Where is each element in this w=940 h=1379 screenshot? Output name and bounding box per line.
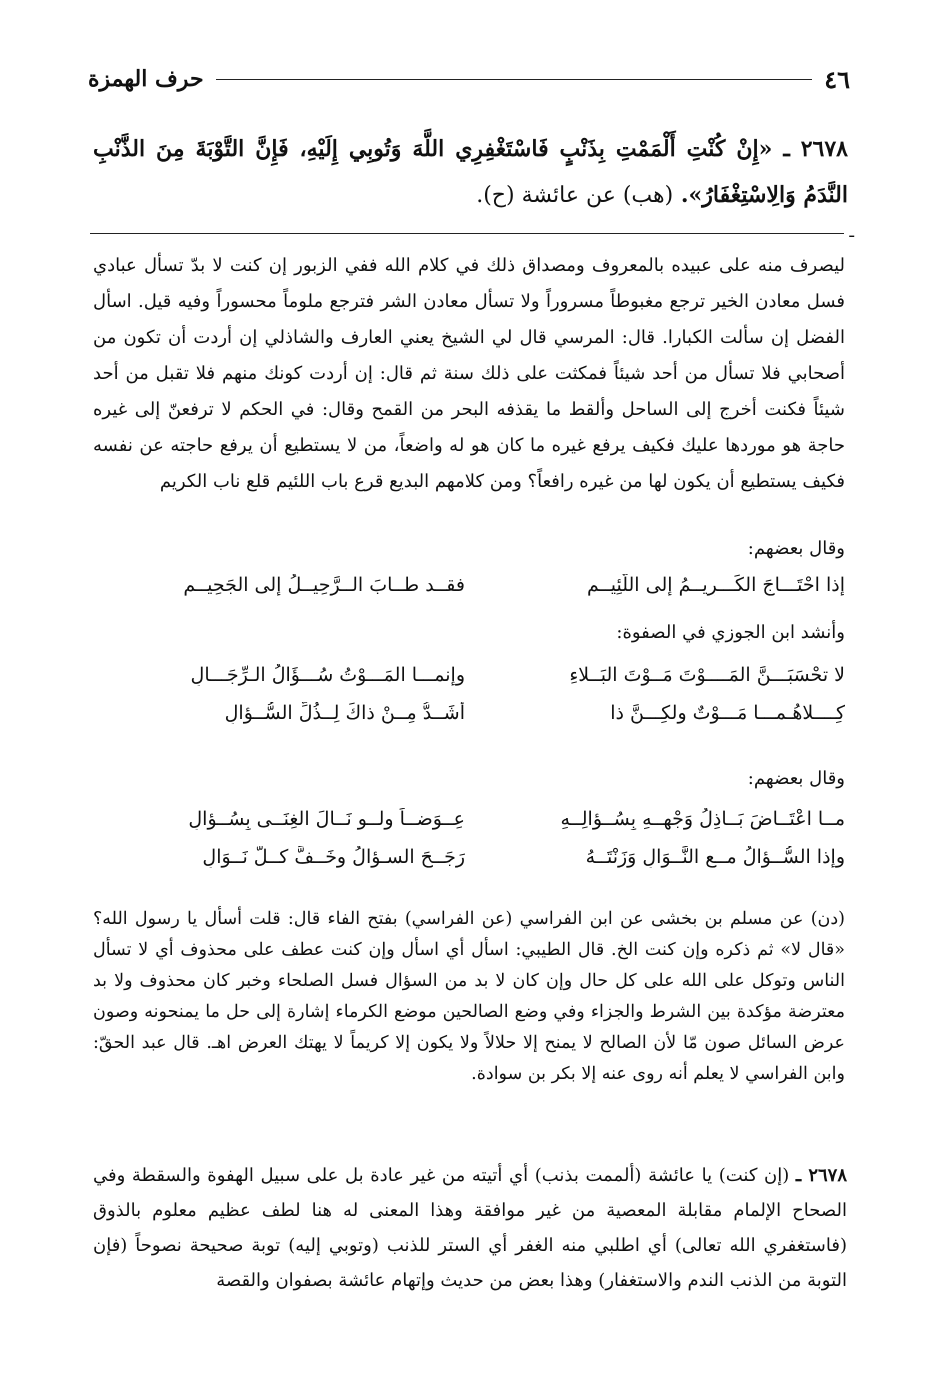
header-rule — [216, 79, 813, 80]
explanation-paragraph — [93, 1158, 847, 1298]
poem2-verse — [145, 656, 845, 694]
explanation-text: (إن كنت) يا عائشة (ألممت بذنب) أي أتيته من غير عادة بل على سبيل الهفوة والسقطة وفي الصحاح الإلمام مقابلة المعصية من غير موافقة وهذا المعنى له هنا لطف عظيم معلوم بالذوق (فاستغفري الله تعالى) أي اطلبي منه الغفر أي الستر للذنب (وتوبي إليه) توبة صحيحة نصوحاً (فإن التوبة من الذنب الندم والاستغفار) وهذا بعض من حديث وإتهام عائشة بصفوان والقصة — [93, 1165, 847, 1291]
poem3-intro: وقال بعضهم: — [747, 768, 845, 789]
verse-second-hemistich: رَجَــحَ السـؤالُ وخَــفَّ كــلُّ نَــوَالِ — [202, 846, 465, 868]
verse-second-hemistich: وإنمـــا المَـــوْتُ سُـــؤَالُ الـرِّجَـــالِ — [190, 664, 465, 686]
poem1-intro: وقال بعضهم: — [747, 538, 845, 559]
hadith-number: ٢٦٧٨ ـ — [783, 136, 848, 162]
hadith-source: (هب) عن عائشة (ح). — [476, 183, 674, 208]
poem2-verse — [145, 694, 845, 732]
verse-second-hemistich: عِــوَضــاً ولــو نَــالَ الغِنَــى بِسُــؤالِ — [188, 808, 465, 830]
verse-first-hemistich: وإذا السُّــؤالُ مــع النَّــوَالِ وَزَنْتَــهُ — [585, 846, 845, 868]
page-header — [88, 62, 850, 96]
footnote-paragraph: (دن) عن مسلم بن بخشى عن ابن الفراسي (عن الفراسي) بفتح الفاء قال: قلت أسأل يا رسول الله؟ «قال لا» ثم ذكره وإن كنت الخ. قال الطيبي: اسأل أي اسأل وإن كنت عطف على محذوف أي لا تسأل الناس وتوكل على الله على كل حال وإن كان لا بد من السؤال فسل الصلحاء وخبر كان محذوف ولا بد معترضة مؤكدة بين الشرط والجزاء وفي وضع الصالحين موضع الكرماء إشارة إلى حل ما يمنحونه وصون عرض السائل صون مّا لأن الصالح لا يمنح إلا حلالاً ولا يكون إلا كريماً لا يهتك العرض اهـ. قال عبد الحقّ: وابن الفراسي لا يعلم أنه روى عنه إلا بكر بن سوادة. — [93, 909, 845, 1084]
verse-first-hemistich: إذا احْتَـــاجَ الكَـــرِيــمُ إلى اللَّئِيــمِ — [586, 574, 845, 596]
verse-second-hemistich: أشَــدُّ مِــنْ ذاكَ لِــذُلِّ السُّــؤالِ — [224, 702, 465, 724]
separator-mark: ـ — [849, 222, 854, 241]
poem3 — [145, 800, 845, 876]
hadith-text: «إِنْ كُنْتِ أَلْمَمْتِ بِذَنْبٍ فَاسْتَغْفِرِي اللَّهَ وَتُوبِي إِلَيْهِ، فَإِنَّ التَّوْبَةَ مِنَ الذَّنْبِ النَّدَمُ وَالِاسْتِغْفَارُ». — [93, 136, 848, 208]
poem2 — [145, 656, 845, 732]
verse-first-hemistich: لا تحْسَبَـــنَّ المَــــوْتَ مَــوْتَ البَــلاءِ — [569, 664, 845, 686]
footnote-separator — [90, 233, 844, 234]
poem3-verse — [145, 838, 845, 876]
hadith-text-block — [93, 126, 848, 219]
verse-first-hemistich: كِــــلاهُـمـــا مَـــوْتٌ ولكِـــنَّ ذا — [610, 702, 845, 724]
poem3-verse — [145, 800, 845, 838]
commentary-paragraph: ليصرف منه على عبيده بالمعروف ومصداق ذلك في كلام الله ففي الزبور إن كنت لا بدّ تسأل عبادي فسل معادن الخير ترجع مغبوطاً مسروراً ولا تسأل معادن الشر فترجع ملوماً محسوراً وفيه قيل. اسأل الفضل إن سألت الكبارا. قال: المرسي قال لي الشيخ يعني العارف والشاذلي إن أردت أن تكون من أصحابي فلا تسأل من أحد شيئاً فمكثت على ذلك سنة ثم قال: إن أردت كونك منهم فلا تقبل من أحد شيئاً فكنت أخرج إلى الساحل وألقط ما يقذفه البحر من القمح وقال: في الحكم لا ترفعنّ إلى غيره حاجة هو موردها عليك فكيف يرفع غيره ما كان هو له واضعاً، من لا يستطيع أن يرفع حاجته عن نفسه فكيف يستطيع أن يكون لها من غيره رافعاً؟ ومن كلامهم البديع قرع باب اللئيم قلع ناب الكريم — [93, 255, 845, 492]
page-number: ٤٦ — [824, 64, 850, 94]
poem1-verse — [145, 566, 845, 604]
verse-second-hemistich: فقــد طــابَ الــرَّحِيــلُ إلى الجَحِيــمِ — [183, 574, 465, 596]
poem2-intro: وأنشد ابن الجوزي في الصفوة: — [616, 622, 845, 643]
poem1 — [145, 566, 845, 604]
explanation-number: ٢٦٧٨ ـ — [795, 1165, 847, 1186]
verse-first-hemistich: مــا اعْتَــاضَ بَــاذِلُ وَجْهِــهِ بِسُــؤالِــهِ — [560, 808, 845, 830]
chapter-title: حرف الهمزة — [88, 66, 204, 92]
